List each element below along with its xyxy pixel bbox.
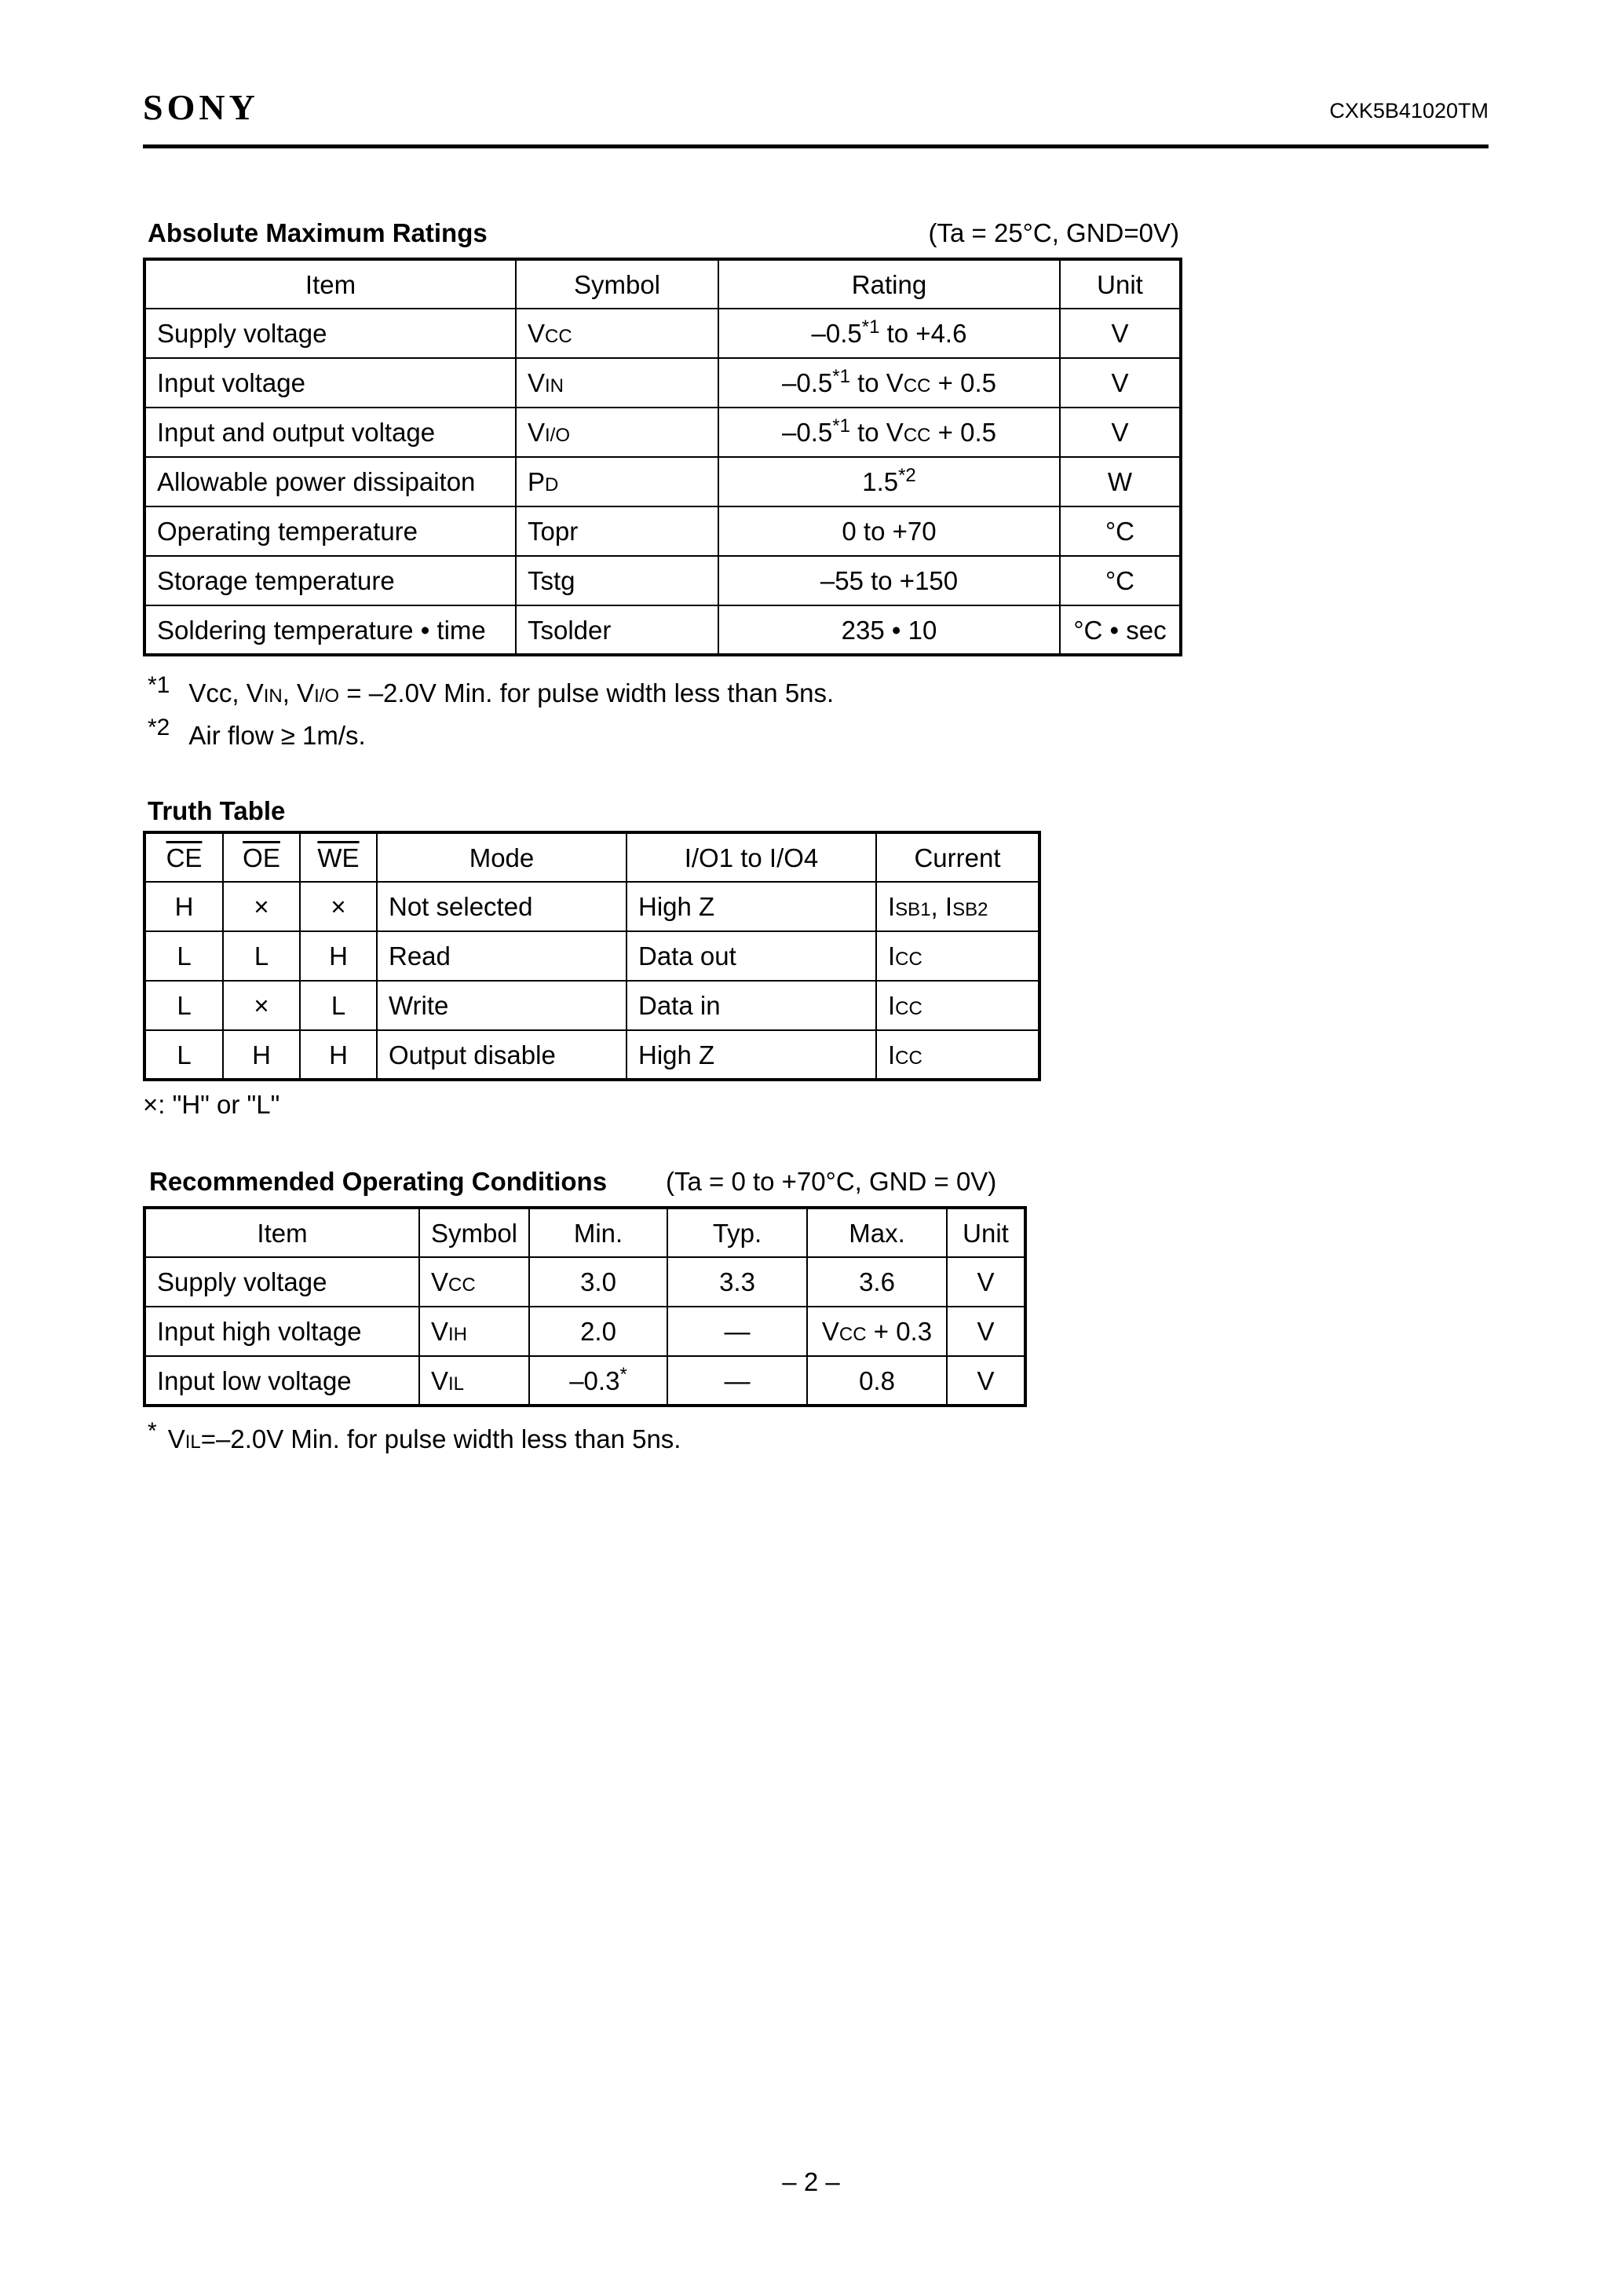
roc-item: Input low voltage	[144, 1356, 419, 1406]
roc-item: Input high voltage	[144, 1307, 419, 1356]
truth-io: Data out	[627, 931, 876, 981]
truth-ce: L	[144, 931, 223, 981]
amr-unit: °C	[1060, 556, 1181, 605]
amr-item: Input voltage	[144, 358, 516, 408]
truth-oe: ×	[223, 981, 300, 1030]
truth-row	[144, 931, 1039, 981]
truth-header-io: I/O1 to I/O4	[627, 832, 876, 882]
roc-row	[144, 1356, 1025, 1406]
amr-row	[144, 408, 1181, 457]
truth-mode: Read	[377, 931, 627, 981]
truth-row	[144, 1030, 1039, 1080]
amr-symbol: Tsolder	[516, 605, 718, 655]
amr-rating: –0.5$^{*1}$ to VCC + 0.5	[718, 358, 1060, 408]
amr-symbol: VIN	[516, 358, 718, 408]
roc-max: 3.6	[807, 1257, 947, 1307]
amr-rating: –0.5$^{*1}$ to +4.6	[718, 309, 1060, 358]
roc-table	[143, 1206, 1027, 1407]
truth-row	[144, 981, 1039, 1030]
amr-item: Soldering temperature • time	[144, 605, 516, 655]
amr-table	[143, 258, 1182, 656]
roc-note: * VIL=–2.0V Min. for pulse width less than 5ns.	[148, 1418, 681, 1453]
roc-header-max: Max.	[807, 1208, 947, 1257]
roc-header-unit: Unit	[947, 1208, 1025, 1257]
amr-symbol: Topr	[516, 506, 718, 556]
roc-symbol: VIL	[419, 1356, 529, 1406]
truth-row	[144, 882, 1039, 931]
amr-header-row	[144, 259, 1181, 309]
truth-ce: H	[144, 882, 223, 931]
truth-current: ICC	[876, 1030, 1039, 1080]
amr-symbol: Tstg	[516, 556, 718, 605]
roc-row	[144, 1307, 1025, 1356]
truth-current: ICC	[876, 931, 1039, 981]
truth-oe: L	[223, 931, 300, 981]
roc-typ: —	[667, 1307, 807, 1356]
amr-unit: V	[1060, 309, 1181, 358]
truth-io: Data in	[627, 981, 876, 1030]
roc-unit: V	[947, 1257, 1025, 1307]
roc-min: –0.3*	[529, 1356, 667, 1406]
amr-row	[144, 457, 1181, 506]
amr-header-rating: Rating	[718, 259, 1060, 309]
truth-mode: Not selected	[377, 882, 627, 931]
amr-item: Supply voltage	[144, 309, 516, 358]
amr-row	[144, 506, 1181, 556]
amr-header-symbol: Symbol	[516, 259, 718, 309]
roc-title: Recommended Operating Conditions	[149, 1167, 608, 1196]
roc-header-typ: Typ.	[667, 1208, 807, 1257]
amr-title: Absolute Maximum Ratings	[148, 218, 488, 247]
amr-unit: °C • sec	[1060, 605, 1181, 655]
amr-item: Input and output voltage	[144, 408, 516, 457]
roc-header-symbol: Symbol	[419, 1208, 529, 1257]
truth-ce: L	[144, 1030, 223, 1080]
amr-row	[144, 605, 1181, 655]
roc-condition: (Ta = 0 to +70°C, GND = 0V)	[666, 1167, 997, 1196]
page-number: – 2 –	[782, 2167, 840, 2196]
truth-current: ISB1, ISB2	[876, 882, 1039, 931]
roc-max: VCC + 0.3	[807, 1307, 947, 1356]
truth-io: High Z	[627, 882, 876, 931]
roc-symbol: VIH	[419, 1307, 529, 1356]
truth-oe: H	[223, 1030, 300, 1080]
roc-unit: V	[947, 1356, 1025, 1406]
amr-rating: –55 to +150	[718, 556, 1060, 605]
truth-mode: Output disable	[377, 1030, 627, 1080]
amr-symbol: PD	[516, 457, 718, 506]
roc-min: 2.0	[529, 1307, 667, 1356]
truth-oe: ×	[223, 882, 300, 931]
roc-header-min: Min.	[529, 1208, 667, 1257]
roc-typ: —	[667, 1356, 807, 1406]
header-divider	[143, 144, 1489, 148]
amr-row	[144, 556, 1181, 605]
amr-item: Operating temperature	[144, 506, 516, 556]
amr-condition: (Ta = 25°C, GND=0V)	[928, 218, 1179, 247]
roc-min: 3.0	[529, 1257, 667, 1307]
roc-header-row	[144, 1208, 1025, 1257]
amr-note-1: *1 Vcc, VIN, VI/O = –2.0V Min. for pulse width less than 5ns.	[148, 672, 835, 707]
amr-header-item: Item	[144, 259, 516, 309]
roc-max: 0.8	[807, 1356, 947, 1406]
roc-symbol: VCC	[419, 1257, 529, 1307]
amr-note-2: *2 Air flow ≥ 1m/s.	[148, 715, 366, 750]
amr-row	[144, 358, 1181, 408]
truth-note: ×: "H" or "L"	[143, 1090, 280, 1119]
amr-item: Allowable power dissipaiton	[144, 457, 516, 506]
truth-current: ICC	[876, 981, 1039, 1030]
roc-item: Supply voltage	[144, 1257, 419, 1307]
truth-we: ×	[300, 882, 377, 931]
sony-logo: SONY	[143, 87, 259, 127]
truth-title: Truth Table	[148, 796, 286, 825]
truth-we: L	[300, 981, 377, 1030]
roc-row	[144, 1257, 1025, 1307]
roc-unit: V	[947, 1307, 1025, 1356]
truth-table	[143, 831, 1041, 1081]
truth-we: H	[300, 1030, 377, 1080]
amr-header-unit: Unit	[1060, 259, 1181, 309]
truth-header-row	[144, 832, 1039, 882]
amr-rating: 1.5$^{*2}$	[718, 457, 1060, 506]
amr-symbol: VI/O	[516, 408, 718, 457]
truth-header-current: Current	[876, 832, 1039, 882]
roc-typ: 3.3	[667, 1257, 807, 1307]
truth-ce: L	[144, 981, 223, 1030]
truth-we: H	[300, 931, 377, 981]
amr-symbol: VCC	[516, 309, 718, 358]
truth-header-oe: $\overline{OE}$	[223, 832, 300, 882]
amr-unit: V	[1060, 408, 1181, 457]
truth-header-mode: Mode	[377, 832, 627, 882]
amr-row	[144, 309, 1181, 358]
truth-io: High Z	[627, 1030, 876, 1080]
amr-rating: –0.5$^{*1}$ to VCC + 0.5	[718, 408, 1060, 457]
amr-rating: 235 • 10	[718, 605, 1060, 655]
part-number: CXK5B41020TM	[1329, 99, 1489, 122]
amr-item: Storage temperature	[144, 556, 516, 605]
truth-header-ce: $\overline{CE}$	[144, 832, 223, 882]
amr-unit: W	[1060, 457, 1181, 506]
amr-rating: 0 to +70	[718, 506, 1060, 556]
roc-header-item: Item	[144, 1208, 419, 1257]
amr-unit: V	[1060, 358, 1181, 408]
amr-unit: °C	[1060, 506, 1181, 556]
truth-mode: Write	[377, 981, 627, 1030]
truth-header-we: $\overline{WE}$	[300, 832, 377, 882]
